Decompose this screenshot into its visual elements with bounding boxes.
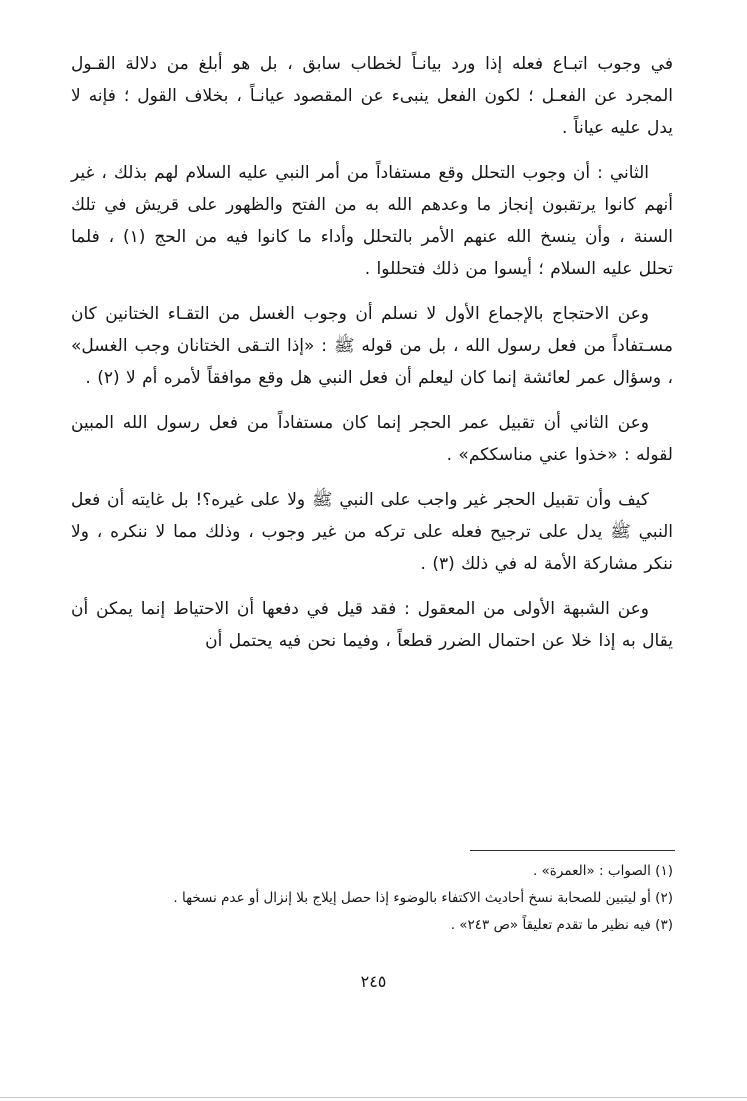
paragraph: كيف وأن تقبيل الحجر غير واجب على النبي ﷺ ولا على غيره؟! بل غايته أن فعل النبي ﷺ يدل على ترجيح فعله على تركه من غير وجوب ، وذلك مما لا ننكره ، ولا ننكر مشاركة الأمة له في ذلك (٣) . [71, 490, 673, 574]
footnote-item: (٣) فيه نظير ما تقدم تعليقاً «ص ٢٤٣» . [450, 917, 673, 933]
paragraph: الثاني : أن وجوب التحلل وقع مستفاداً من أمر النبي عليه السلام لهم بذلك ، غير أنهم كانوا يرتقبون إنجاز ما وعدهم الله به من الفتح والظهور على قريش في تلك السنة ، وأن ينسخ الله عنهم الأمر بالتحلل وأداء ما كانوا فيه من الحج (١) ، فلما تحلل عليه السلام ؛ أيسوا من ذلك فتحللوا . [71, 163, 673, 279]
paragraph: وعن الاحتجاج بالإجماع الأول لا نسلم أن وجوب الغسل من التقـاء الختانين كان مسـتفاداً من فعل رسول الله ، بل من قوله ﷺ : «إذا التـقى الختانان وجب الغسل» ، وسؤال عمر لعائشة إنما كان ليعلم أن فعل النبي هل وقع موافقاً لأمره أم لا (٢) . [71, 304, 673, 388]
footnote-item: (٢) أو ليتبين للصحابة نسخ أحاديث الاكتفاء بالوضوء إذا حصل إيلاج بلا إنزال أو عدم نسخها . [173, 890, 673, 906]
paragraph: وعن الثاني أن تقبيل عمر الحجر إنما كان مستفاداً من فعل رسول الله المبين لقوله : «خذوا عني مناسككم» . [71, 413, 673, 465]
page-number: ٢٤٥ [360, 972, 387, 991]
paragraph: وعن الشبهة الأولى من المعقول : فقد قيل في دفعها أن الاحتياط إنما يمكن أن يقال به إذا خلا عن احتمال الضرر قطعاً ، وفيما نحن فيه يحتمل أن [71, 599, 673, 651]
paragraph: في وجوب اتبـاع فعله إذا ورد بيانـاً لخطاب سابق ، بل هو أبلغ من دلالة القـول المجرد عن الفعـل ؛ لكون الفعل ينبىء عن المقصود عيانـاً ، بخلاف القول ؛ فإنه لا يدل عليه عياناً . [71, 54, 673, 138]
footnotes [69, 858, 673, 939]
footnote-separator [470, 850, 675, 851]
body-text [71, 48, 673, 670]
footnote-item: (١) الصواب : «العمرة» . [532, 863, 673, 879]
scan-edge [0, 1097, 747, 1098]
